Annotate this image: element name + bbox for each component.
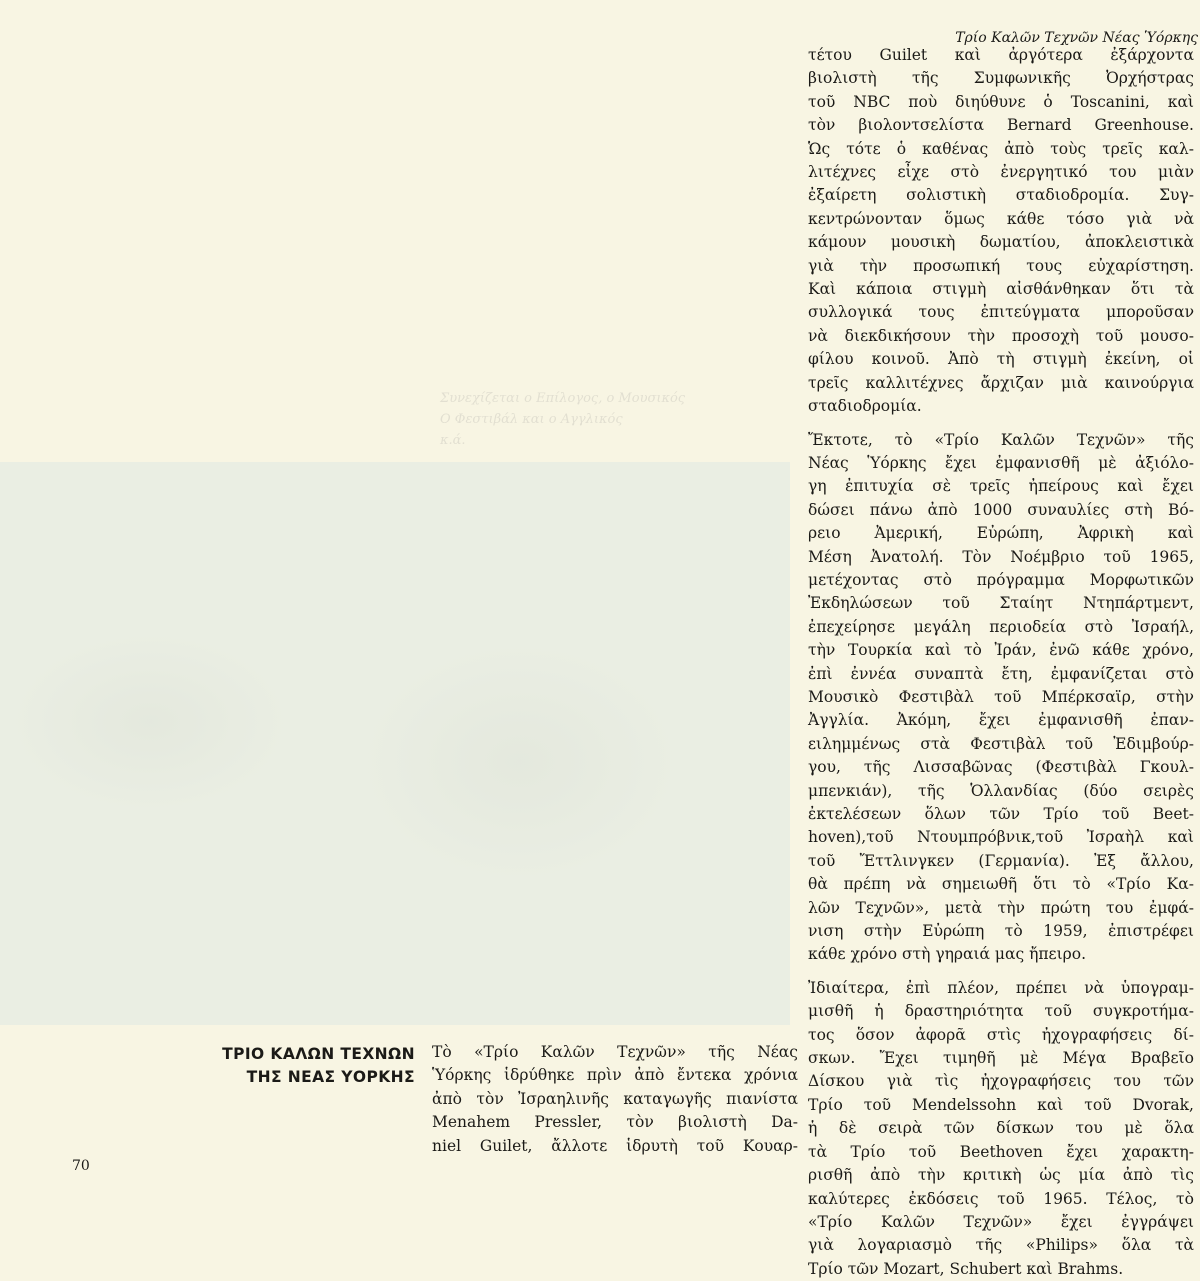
text-line: ειλημμένως στὰ Φεστιβὰλ τοῦ Ἐδιμβούρ- xyxy=(808,734,1194,753)
faint-photo-caption xyxy=(440,388,790,451)
text-line: Menahem Pressler, τὸν βιολιστὴ Da- xyxy=(432,1113,798,1132)
text-line: ἐκτελέσεων ὅλων τῶν Τρίο τοῦ Beet- xyxy=(808,805,1194,823)
page-number: 70 xyxy=(72,1158,90,1174)
right-text-column xyxy=(808,44,1194,1281)
text-line: Καὶ κάποια στιγμὴ αἰσθάνθηκαν ὅτι τὰ xyxy=(808,280,1194,299)
paragraph-gap xyxy=(808,419,1194,429)
heading-line-2: ΤΗΣ ΝΕΑΣ ΥΟΡΚΗΣ xyxy=(246,1068,415,1086)
text-line: κεντρώνονταν ὅμως κάθε τόσο γιὰ νὰ xyxy=(808,209,1194,228)
text-line: hoven),τοῦ Ντουμπρόβνικ,τοῦ Ἰσραὴλ καὶ xyxy=(808,828,1194,847)
text-line: ἐξαίρετη σολιστικὴ σταδιοδρομία. Συγ- xyxy=(808,186,1194,205)
text-line: τοῦ Ἔττλινγκεν (Γερμανία). Ἐξ ἄλλου, xyxy=(808,851,1194,870)
text-line: καλύτερες ἐκδόσεις τοῦ 1965. Τέλος, τὸ xyxy=(808,1189,1194,1208)
text-line: βιολιστὴ τῆς Συμφωνικῆς Ὀρχήστρας xyxy=(808,69,1194,88)
heading-line-1: ΤΡΙΟ ΚΑΛΩΝ ΤΕΧΝΩΝ xyxy=(222,1045,415,1063)
text-line: Μουσικὸ Φεστιβὰλ τοῦ Μπέρκσαϊρ, στὴν xyxy=(808,687,1194,706)
text-line: «Τρίο Καλῶν Τεχνῶν» ἔχει ἐγγράψει xyxy=(808,1212,1194,1231)
text-line: ἐπεχείρησε μεγάλη περιοδεία στὸ Ἰσραήλ, xyxy=(808,617,1194,636)
text-line: τρεῖς καλλιτέχνες ἄρχιζαν μιὰ καινούργια xyxy=(808,373,1194,392)
text-line: τὴν Τουρκία καὶ τὸ Ἰράν, ἐνῶ κάθε χρόνο, xyxy=(808,641,1194,660)
text-line: μισθῆ ἡ δραστηριότητα τοῦ συγκροτήμα- xyxy=(808,1002,1194,1021)
paragraph-gap xyxy=(808,967,1194,977)
text-line: Ἀγγλία. Ἀκόμη, ἔχει ἐμφανισθῆ ἐπαν- xyxy=(808,711,1194,730)
text-line: ἡ δὲ σειρὰ τῶν δίσκων του μὲ ὅλα xyxy=(808,1119,1194,1138)
text-line: λιτέχνες εἶχε στὸ ἐνεργητικό του μιὰν xyxy=(808,163,1194,182)
text-line: τέτου Guilet καὶ ἀργότερα ἐξάρχοντα xyxy=(808,46,1194,64)
text-line: τος ὅσον ἀφορᾶ στὶς ἠχογραφήσεις δί- xyxy=(808,1025,1194,1044)
text-line: μπενκιάν), τῆς Ὁλλανδίας (δύο σειρὲς xyxy=(808,781,1194,800)
text-line: σκων. Ἔχει τιμηθῆ μὲ Μέγα Βραβεῖο xyxy=(808,1049,1194,1068)
text-line: ρισθῆ ἀπὸ τὴν κριτικὴ ὡς μία ἀπὸ τὶς xyxy=(808,1166,1194,1185)
text-line: γιὰ τὴν προσωπική τους εὐχαρίστηση. xyxy=(808,256,1194,275)
text-line: Ἔκτοτε, τὸ «Τρίο Καλῶν Τεχνῶν» τῆς xyxy=(808,430,1194,449)
text-line: γιὰ λογαριασμὸ τῆς «Philips» ὅλα τὰ xyxy=(808,1236,1194,1255)
text-line: Ὑόρκης ἱδρύθηκε πρὶν ἀπὸ ἔντεκα χρόνια xyxy=(432,1066,798,1085)
text-line: Τρίο τῶν Mozart, Schubert καὶ Brahms. xyxy=(808,1259,1124,1278)
text-line: θὰ πρέπη νὰ σημειωθῆ ὅτι τὸ «Τρίο Κα- xyxy=(808,875,1194,894)
text-line: Ὡς τότε ὁ καθένας ἀπὸ τοὺς τρεῖς καλ- xyxy=(808,139,1194,158)
text-line: Νέας Ὑόρκης ἔχει ἐμφανισθῆ μὲ ἀξιόλο- xyxy=(808,453,1194,472)
text-line: Δίσκου γιὰ τὶς ἠχογραφήσεις του τῶν xyxy=(808,1072,1194,1091)
caption-line: Συνεχίζεται ο Επίλογος, ο Μουσικός xyxy=(440,391,686,406)
text-line: δώσει πάνω ἀπὸ 1000 συναυλίες στὴ Βό- xyxy=(808,500,1194,519)
caption-line: κ.ά. xyxy=(440,433,466,448)
text-line: κάμουν μουσικὴ δωματίου, ἀποκλειστικὰ xyxy=(808,233,1194,252)
text-line: μετέχοντας στὸ πρόγραμμα Μορφωτικῶν xyxy=(808,570,1194,589)
text-line: Ἰδιαίτερα, ἐπὶ πλέον, πρέπει νὰ ὑπογραμ- xyxy=(808,978,1194,997)
text-line: κάθε χρόνο στὴ γηραιά μας ἤπειρο. xyxy=(808,945,1087,964)
text-line: ρειο Ἀμερική, Εὐρώπη, Ἀφρικὴ καὶ xyxy=(808,524,1194,543)
text-line: γου, τῆς Λισσαβῶνας (Φεστιβὰλ Γκουλ- xyxy=(808,758,1194,777)
text-line: σταδιοδρομία. xyxy=(808,397,922,416)
text-line: φίλου κοινοῦ. Ἀπὸ τὴ στιγμὴ ἐκείνη, οἱ xyxy=(808,350,1194,369)
article-heading xyxy=(222,1043,415,1089)
caption-line: Ο Φεστιβάλ και ο Αγγλικός xyxy=(440,412,623,427)
text-line: ἀπὸ τὸν Ἰσραηλινῆς καταγωγῆς πιανίστα xyxy=(432,1089,798,1108)
intro-text-column xyxy=(432,1041,798,1158)
text-line: νιση στὴν Εὐρώπη τὸ 1959, ἐπιστρέφει xyxy=(808,922,1194,941)
running-head: Τρίο Καλῶν Τεχνῶν Νέας Ὑόρκης xyxy=(955,30,1198,46)
text-line: Ἐκδηλώσεων τοῦ Σταίητ Ντηπάρτμεντ, xyxy=(808,594,1194,613)
text-line: τὰ Τρίο τοῦ Beethoven ἔχει χαρακτη- xyxy=(808,1142,1194,1161)
text-line: συλλογικά τους ἐπιτεύγματα μποροῦσαν xyxy=(808,303,1194,322)
photo-area xyxy=(0,462,790,1025)
text-line: γη ἐπιτυχία σὲ τρεῖς ἠπείρους καὶ ἔχει xyxy=(808,477,1194,496)
text-line: niel Guilet, ἄλλοτε ἱδρυτὴ τοῦ Κουαρ- xyxy=(432,1136,798,1155)
text-line: Μέση Ἀνατολή. Τὸν Νοέμβριο τοῦ 1965, xyxy=(808,547,1194,566)
text-line: τοῦ NBC ποὺ διηύθυνε ὁ Toscanini, καὶ xyxy=(808,92,1194,111)
text-line: τὸν βιολοντσελίστα Bernard Greenhouse. xyxy=(808,116,1194,135)
text-line: νὰ διεκδικήσουν τὴν προσοχὴ τοῦ μουσο- xyxy=(808,326,1194,345)
text-line: Τὸ «Τρίο Καλῶν Τεχνῶν» τῆς Νέας xyxy=(432,1043,798,1061)
text-line: ἐπὶ ἐννέα συναπτὰ ἔτη, ἐμφανίζεται στὸ xyxy=(808,664,1194,683)
text-line: λῶν Τεχνῶν», μετὰ τὴν πρώτη του ἐμφά- xyxy=(808,898,1194,917)
text-line: Τρίο τοῦ Mendelssohn καὶ τοῦ Dvorak, xyxy=(808,1095,1194,1114)
